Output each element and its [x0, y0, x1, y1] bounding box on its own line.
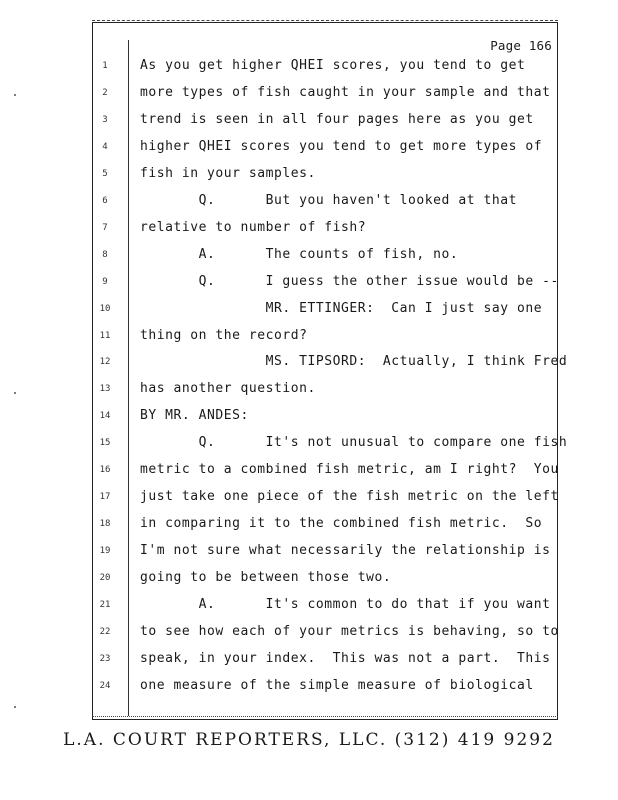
header-rule — [92, 20, 558, 21]
line-text: more types of fish caught in your sample and that — [140, 84, 551, 100]
transcript-line — [96, 570, 552, 596]
line-number: 6 — [102, 195, 108, 206]
line-text: trend is seen in all four pages here as you get — [140, 111, 534, 127]
transcript-line — [96, 301, 552, 327]
line-number: 8 — [102, 249, 108, 260]
line-number: 17 — [99, 492, 111, 503]
court-reporter-footer: L.A. COURT REPORTERS, LLC. (312) 419 9292 — [63, 730, 555, 750]
transcript-line — [96, 166, 552, 192]
scan-speck — [14, 706, 16, 708]
line-text: speak, in your index. This was not a part. This — [140, 650, 551, 666]
transcript-line — [96, 651, 552, 677]
line-text: fish in your samples. — [140, 165, 316, 181]
line-text: to see how each of your metrics is behaving, so to — [140, 623, 559, 639]
transcript-line — [96, 435, 568, 461]
line-number: 13 — [99, 384, 111, 395]
line-number: 16 — [99, 465, 111, 476]
line-number: 20 — [99, 573, 111, 584]
transcript-line — [96, 58, 552, 84]
line-text: I'm not sure what necessarily the relationship is — [140, 543, 551, 559]
line-number: 23 — [99, 653, 111, 664]
transcript-line — [96, 328, 552, 354]
line-text: going to be between those two. — [140, 570, 392, 586]
line-text: thing on the record? — [140, 327, 308, 343]
line-number: 12 — [99, 357, 111, 368]
transcript-line — [96, 220, 552, 246]
transcript-line — [96, 489, 559, 515]
transcript-line — [96, 623, 559, 650]
line-number: 5 — [102, 168, 108, 179]
transcript-line — [96, 516, 552, 542]
transcript-line — [96, 381, 552, 407]
line-number: 24 — [99, 680, 111, 691]
transcript-line — [96, 354, 568, 380]
line-text: BY MR. ANDES: — [140, 408, 249, 424]
transcript-line — [96, 85, 552, 111]
transcript-line — [96, 408, 552, 434]
line-text: A. It's common to do that if you want — [140, 597, 551, 612]
transcript-line — [96, 193, 552, 219]
transcript-line — [96, 273, 559, 300]
line-text: one measure of the simple measure of biological — [140, 677, 534, 693]
scan-speck — [14, 392, 16, 394]
transcript-line — [96, 597, 552, 623]
line-text: higher QHEI scores you tend to get more types of — [140, 138, 543, 154]
line-number: 10 — [99, 303, 111, 314]
line-number: 15 — [99, 438, 111, 449]
line-text: just take one piece of the fish metric on the left — [140, 489, 559, 505]
line-text: Q. But you haven't looked at that — [140, 192, 517, 208]
transcript-line — [96, 112, 552, 138]
line-number: 11 — [99, 330, 111, 341]
line-text: relative to number of fish? — [140, 219, 367, 235]
line-number: 3 — [102, 114, 108, 125]
footer-rule — [92, 716, 558, 717]
line-text: A. The counts of fish, no. — [140, 246, 459, 262]
line-text: As you get higher QHEI scores, you tend to get — [140, 58, 526, 73]
line-number: 9 — [102, 276, 108, 287]
line-text: Q. It's not unusual to compare one fish — [140, 435, 568, 451]
line-text: metric to a combined fish metric, am I right? You — [140, 462, 559, 478]
line-number: 4 — [102, 141, 108, 152]
line-number: 1 — [102, 61, 108, 71]
line-number: 2 — [102, 87, 108, 98]
page-number: Page 166 — [490, 38, 552, 53]
transcript-line — [96, 543, 552, 569]
line-number: 7 — [102, 222, 108, 233]
line-text: Q. I guess the other issue would be -- — [140, 273, 559, 289]
line-number: 21 — [99, 600, 111, 610]
line-number: 18 — [99, 519, 111, 530]
transcript-line — [96, 139, 552, 165]
line-text: MS. TIPSORD: Actually, I think Fred — [140, 354, 568, 370]
scan-speck — [14, 94, 16, 96]
line-text: MR. ETTINGER: Can I just say one — [140, 300, 543, 316]
transcript-line — [96, 462, 559, 488]
transcript-line — [96, 247, 552, 273]
line-text: has another question. — [140, 381, 316, 397]
line-text: in comparing it to the combined fish metric. So — [140, 516, 543, 532]
line-number: 14 — [99, 411, 111, 422]
line-number: 19 — [99, 546, 111, 557]
transcript-line — [96, 678, 552, 704]
line-number: 22 — [99, 626, 111, 637]
